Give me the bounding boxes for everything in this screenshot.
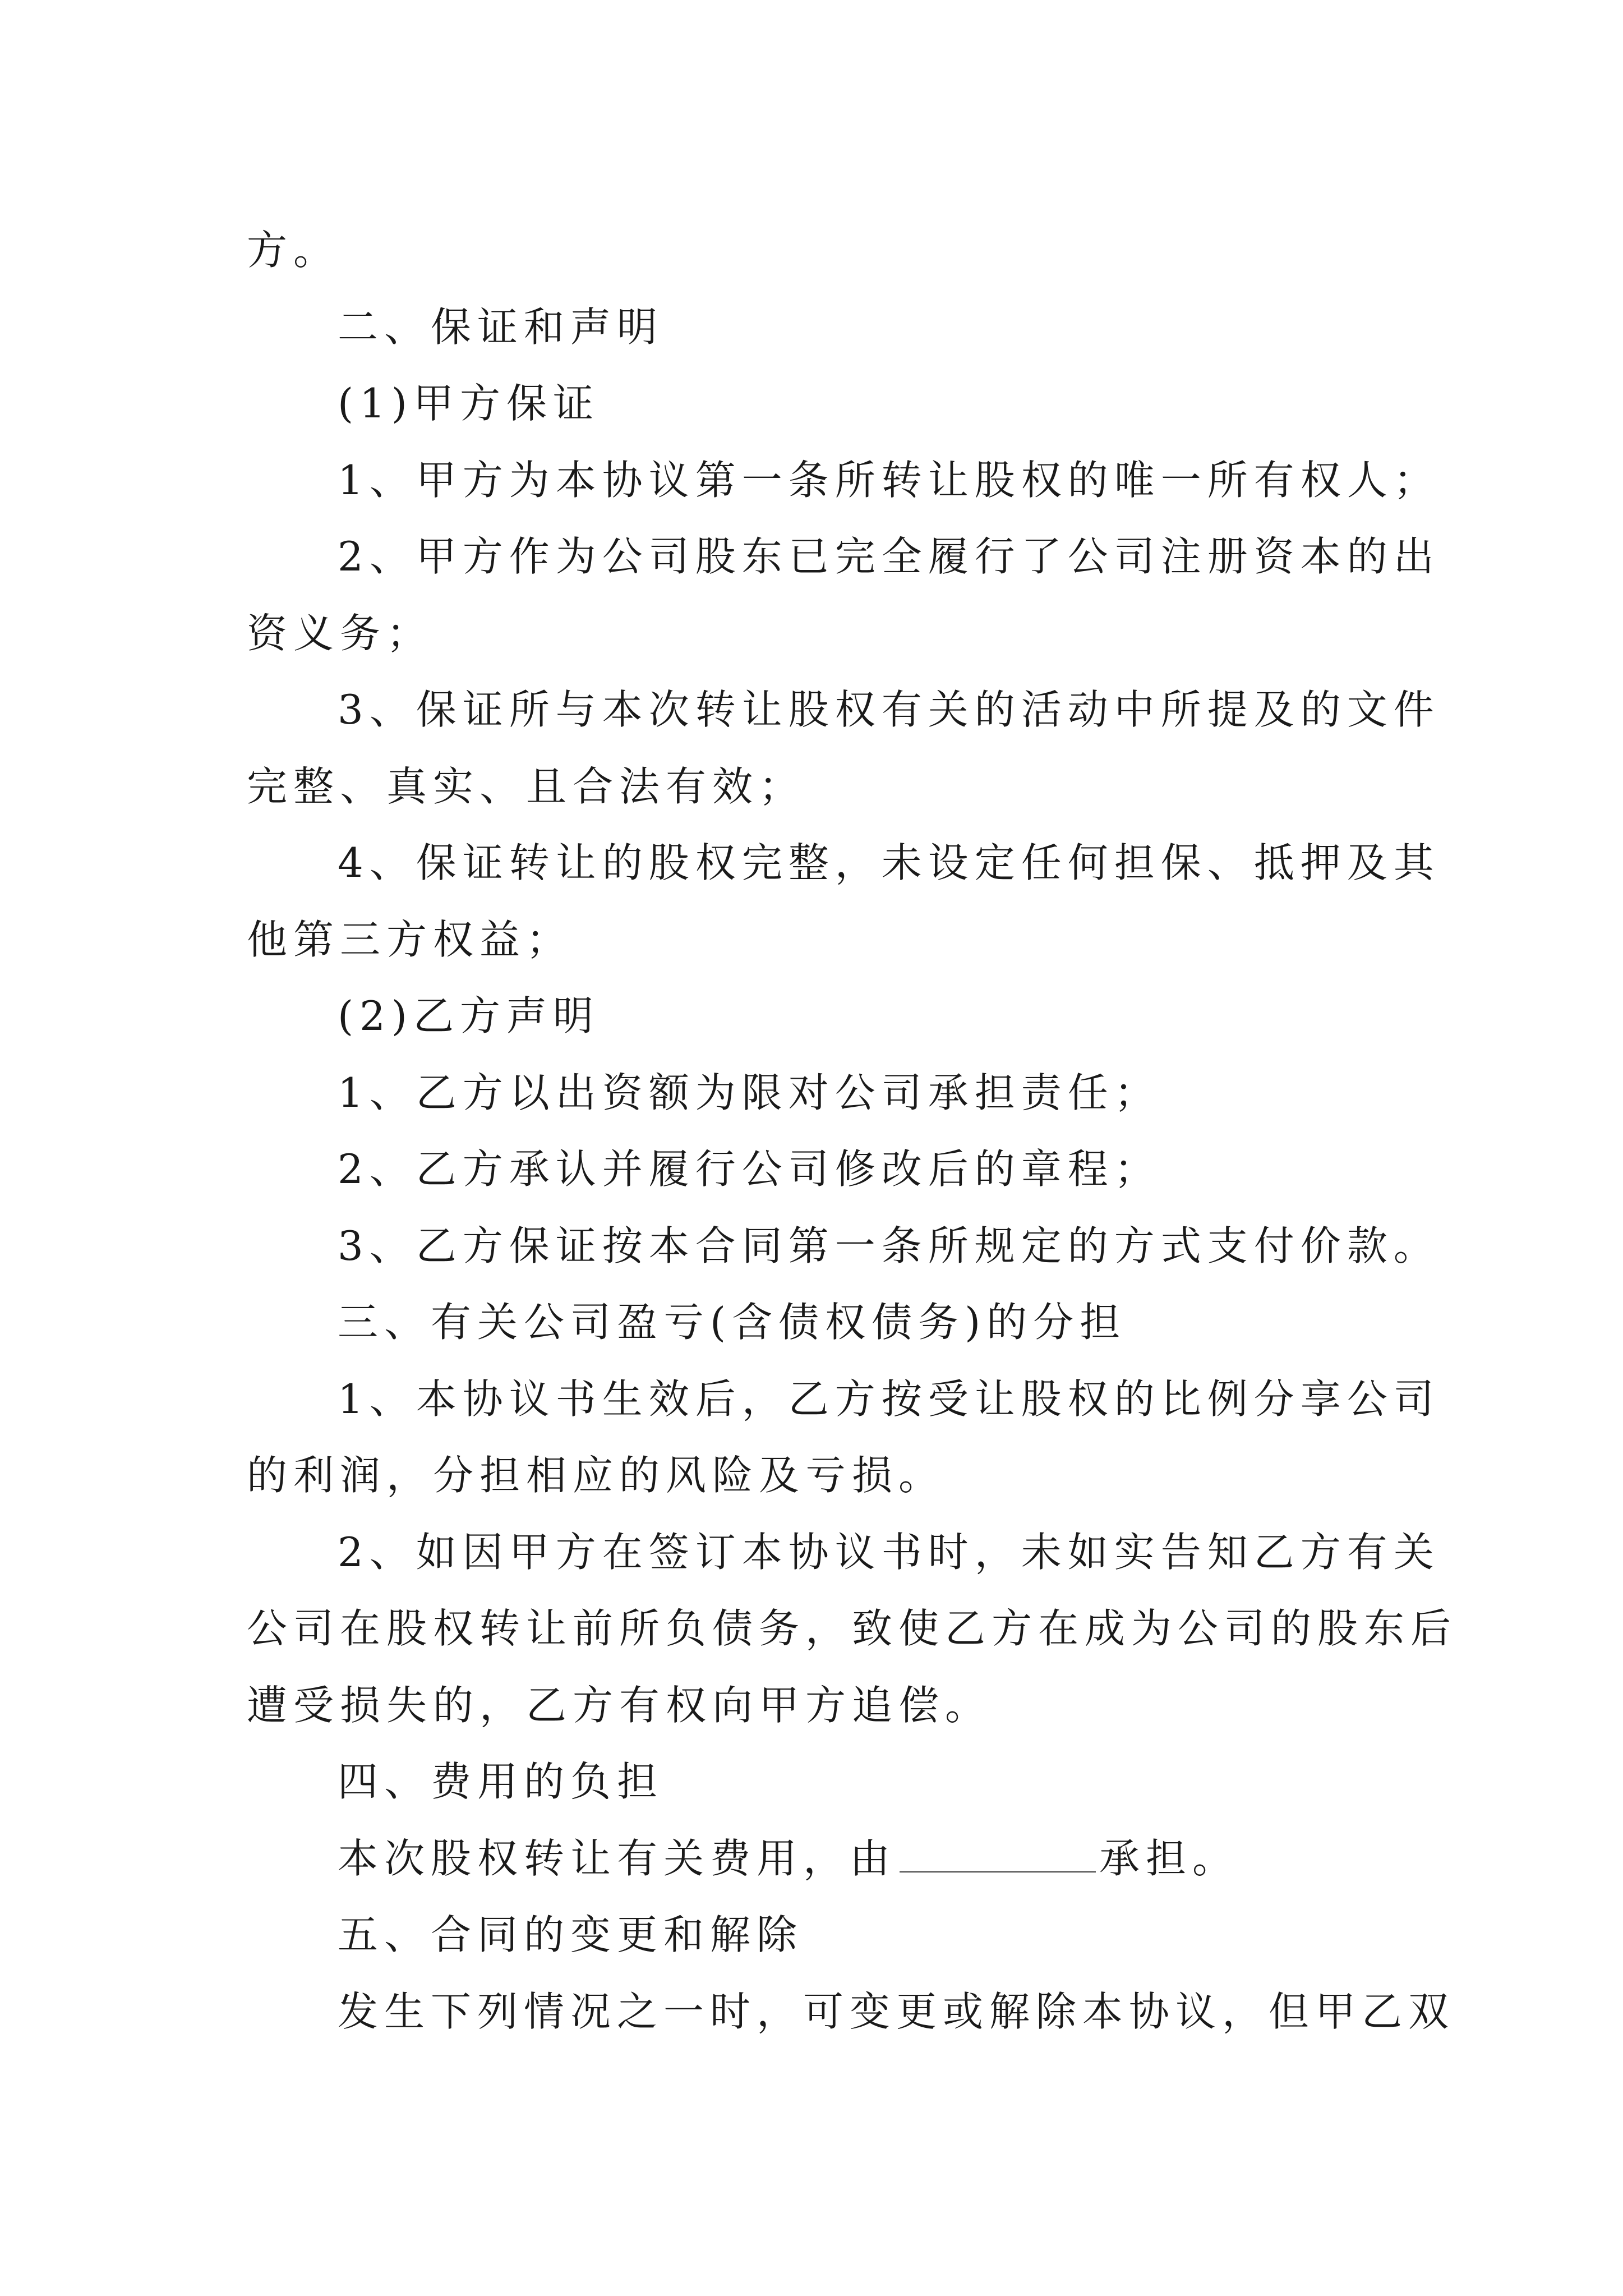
section-heading-profit-loss: 三、有关公司盈亏(含债权债务)的分担 xyxy=(338,1299,1127,1346)
text-line: 4、保证转让的股权完整，未设定任何担保、抵押及其 xyxy=(338,839,1440,886)
text-line: 2、如因甲方在签订本协议书时，未如实告知乙方有关 xyxy=(338,1528,1440,1576)
subheading-party-a: (1)甲方保证 xyxy=(338,380,600,427)
text-line: 3、乙方保证按本合同第一条所规定的方式支付价款。 xyxy=(338,1222,1440,1269)
section-heading-fees: 四、费用的负担 xyxy=(338,1758,664,1805)
text-line: 遭受损失的，乙方有权向甲方追偿。 xyxy=(247,1681,992,1729)
text-line: 他第三方权益； xyxy=(247,915,573,963)
subheading-party-b: (2)乙方声明 xyxy=(338,992,600,1039)
fee-payer-blank[interactable] xyxy=(900,1866,1096,1872)
text-line: 1、本协议书生效后，乙方按受让股权的比例分享公司 xyxy=(338,1375,1440,1423)
text-line: 1、甲方为本协议第一条所转让股权的唯一所有权人； xyxy=(338,456,1440,504)
fee-line-after: 承担。 xyxy=(1099,1834,1239,1882)
text-line: 完整、真实、且合法有效； xyxy=(247,762,806,810)
text-line: 发生下列情况之一时，可变更或解除本协议，但甲乙双 xyxy=(338,1987,1455,2035)
section-heading-amendment: 五、合同的变更和解除 xyxy=(338,1911,804,1958)
text-line: 2、乙方承认并履行公司修改后的章程； xyxy=(338,1145,1161,1193)
text-line: 2、甲方作为公司股东已完全履行了公司注册资本的出 xyxy=(338,533,1440,580)
text-line: 1、乙方以出资额为限对公司承担责任； xyxy=(338,1069,1161,1116)
section-heading-guarantee: 二、保证和声明 xyxy=(338,303,664,351)
text-line: 资义务； xyxy=(247,609,434,657)
fee-line-before: 本次股权转让有关费用，由 xyxy=(338,1834,897,1882)
text-line: 方。 xyxy=(247,227,340,274)
fee-line xyxy=(247,1820,1391,1897)
text-line: 的利润，分担相应的风险及亏损。 xyxy=(247,1452,946,1499)
text-line: 3、保证所与本次转让股权有关的活动中所提及的文件 xyxy=(338,686,1440,733)
text-line: 公司在股权转让前所负债务，致使乙方在成为公司的股东后 xyxy=(247,1605,1458,1652)
document-body xyxy=(247,212,1458,2050)
